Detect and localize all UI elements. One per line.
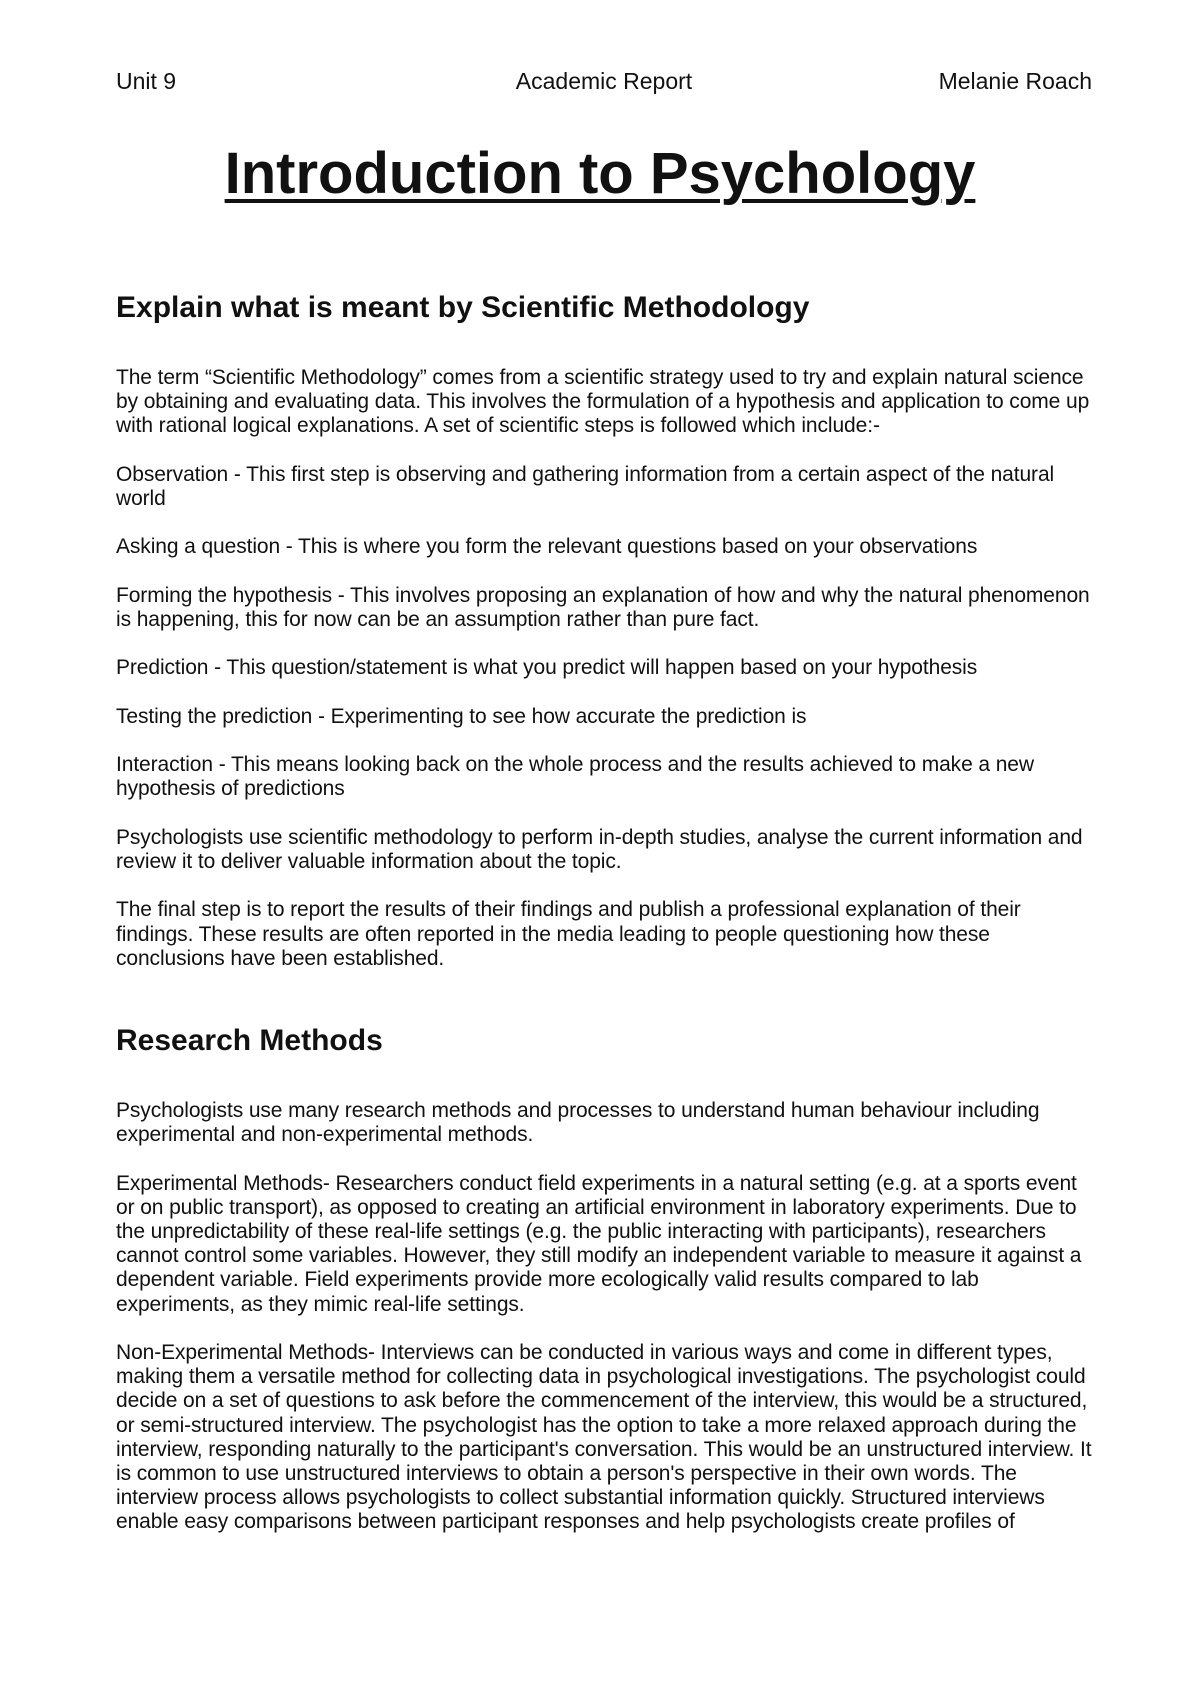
- paragraph: Observation - This first step is observing and gathering information from a certain aspect of the natural world: [116, 462, 1055, 510]
- paragraph: Psychologists use many research methods and processes to understand human behaviour including experimental and non-experimental methods.: [116, 1098, 1040, 1147]
- header-author: Melanie Roach: [938, 68, 1092, 94]
- section-heading-research-methods: Research Methods: [116, 1023, 383, 1057]
- paragraph: The final step is to report the results of their findings and publish a professional explanation of their findings. These results are often reported in the media leading to people questioning how these conclusions have been established.: [116, 898, 1021, 970]
- paragraph: Prediction - This question/statement is what you predict will happen based on your hypothesis: [116, 656, 978, 680]
- header-report-type: Academic Report: [515, 68, 693, 94]
- paragraph: The term “Scientific Methodology” comes from a scientific strategy used to try and explain natural science by obtaining and evaluating data. This involves the formulation of a hypothesis and application to come up with rational logical explanations. A set of scientific steps is followed which include:-: [116, 366, 1090, 438]
- paragraph: Psychologists use scientific methodology to perform in-depth studies, analyse the current information and review it to deliver valuable information about the topic.: [116, 825, 1083, 873]
- paragraph: Forming the hypothesis - This involves proposing an explanation of how and why the natural phenomenon is happening, this for now can be an assumption rather than pure fact.: [116, 583, 1090, 631]
- paragraph: Asking a question - This is where you form the relevant questions based on your observations: [116, 535, 978, 559]
- paragraph: Experimental Methods- Researchers conduct field experiments in a natural setting (e.g. at a sports event or on public transport), as opposed to creating an artificial environment in laboratory experiments. Due to the unpredictability of these real-life settings (e.g. the public interacting with participants), researchers cannot control some variables. However, they still modify an independent variable to measure it against a dependent variable. Field experiments provide more ecologically valid results compared to lab experiments, as they mimic real-life settings.: [116, 1171, 1082, 1316]
- page-title: Introduction to Psychology: [224, 141, 976, 206]
- page-header: [116, 68, 1092, 104]
- paragraph: Interaction - This means looking back on the whole process and the results achieved to make a new hypothesis of predictions: [116, 753, 1034, 801]
- header-unit: Unit 9: [116, 68, 177, 94]
- section-heading-scientific-methodology: Explain what is meant by Scientific Methodology: [116, 291, 810, 324]
- paragraph: Non-Experimental Methods- Interviews can be conducted in various ways and come in different types, making them a versatile method for collecting data in psychological investigations. The psychologist could decide on a set of questions to ask before the commencement of the interview, this would be a structured, or semi-structured interview. The psychologist has the option to take a more relaxed approach during the interview, responding naturally to the participant's conversation. This would be an unstructured interview. It is common to use unstructured interviews to obtain a person's perspective in their own words. The interview process allows psychologists to collect substantial information quickly. Structured interviews enable easy comparisons between participant responses and help psychologists create profiles of: [116, 1340, 1092, 1534]
- paragraph: Testing the prediction - Experimenting to see how accurate the prediction is: [116, 704, 807, 728]
- document-body: [116, 290, 1100, 1535]
